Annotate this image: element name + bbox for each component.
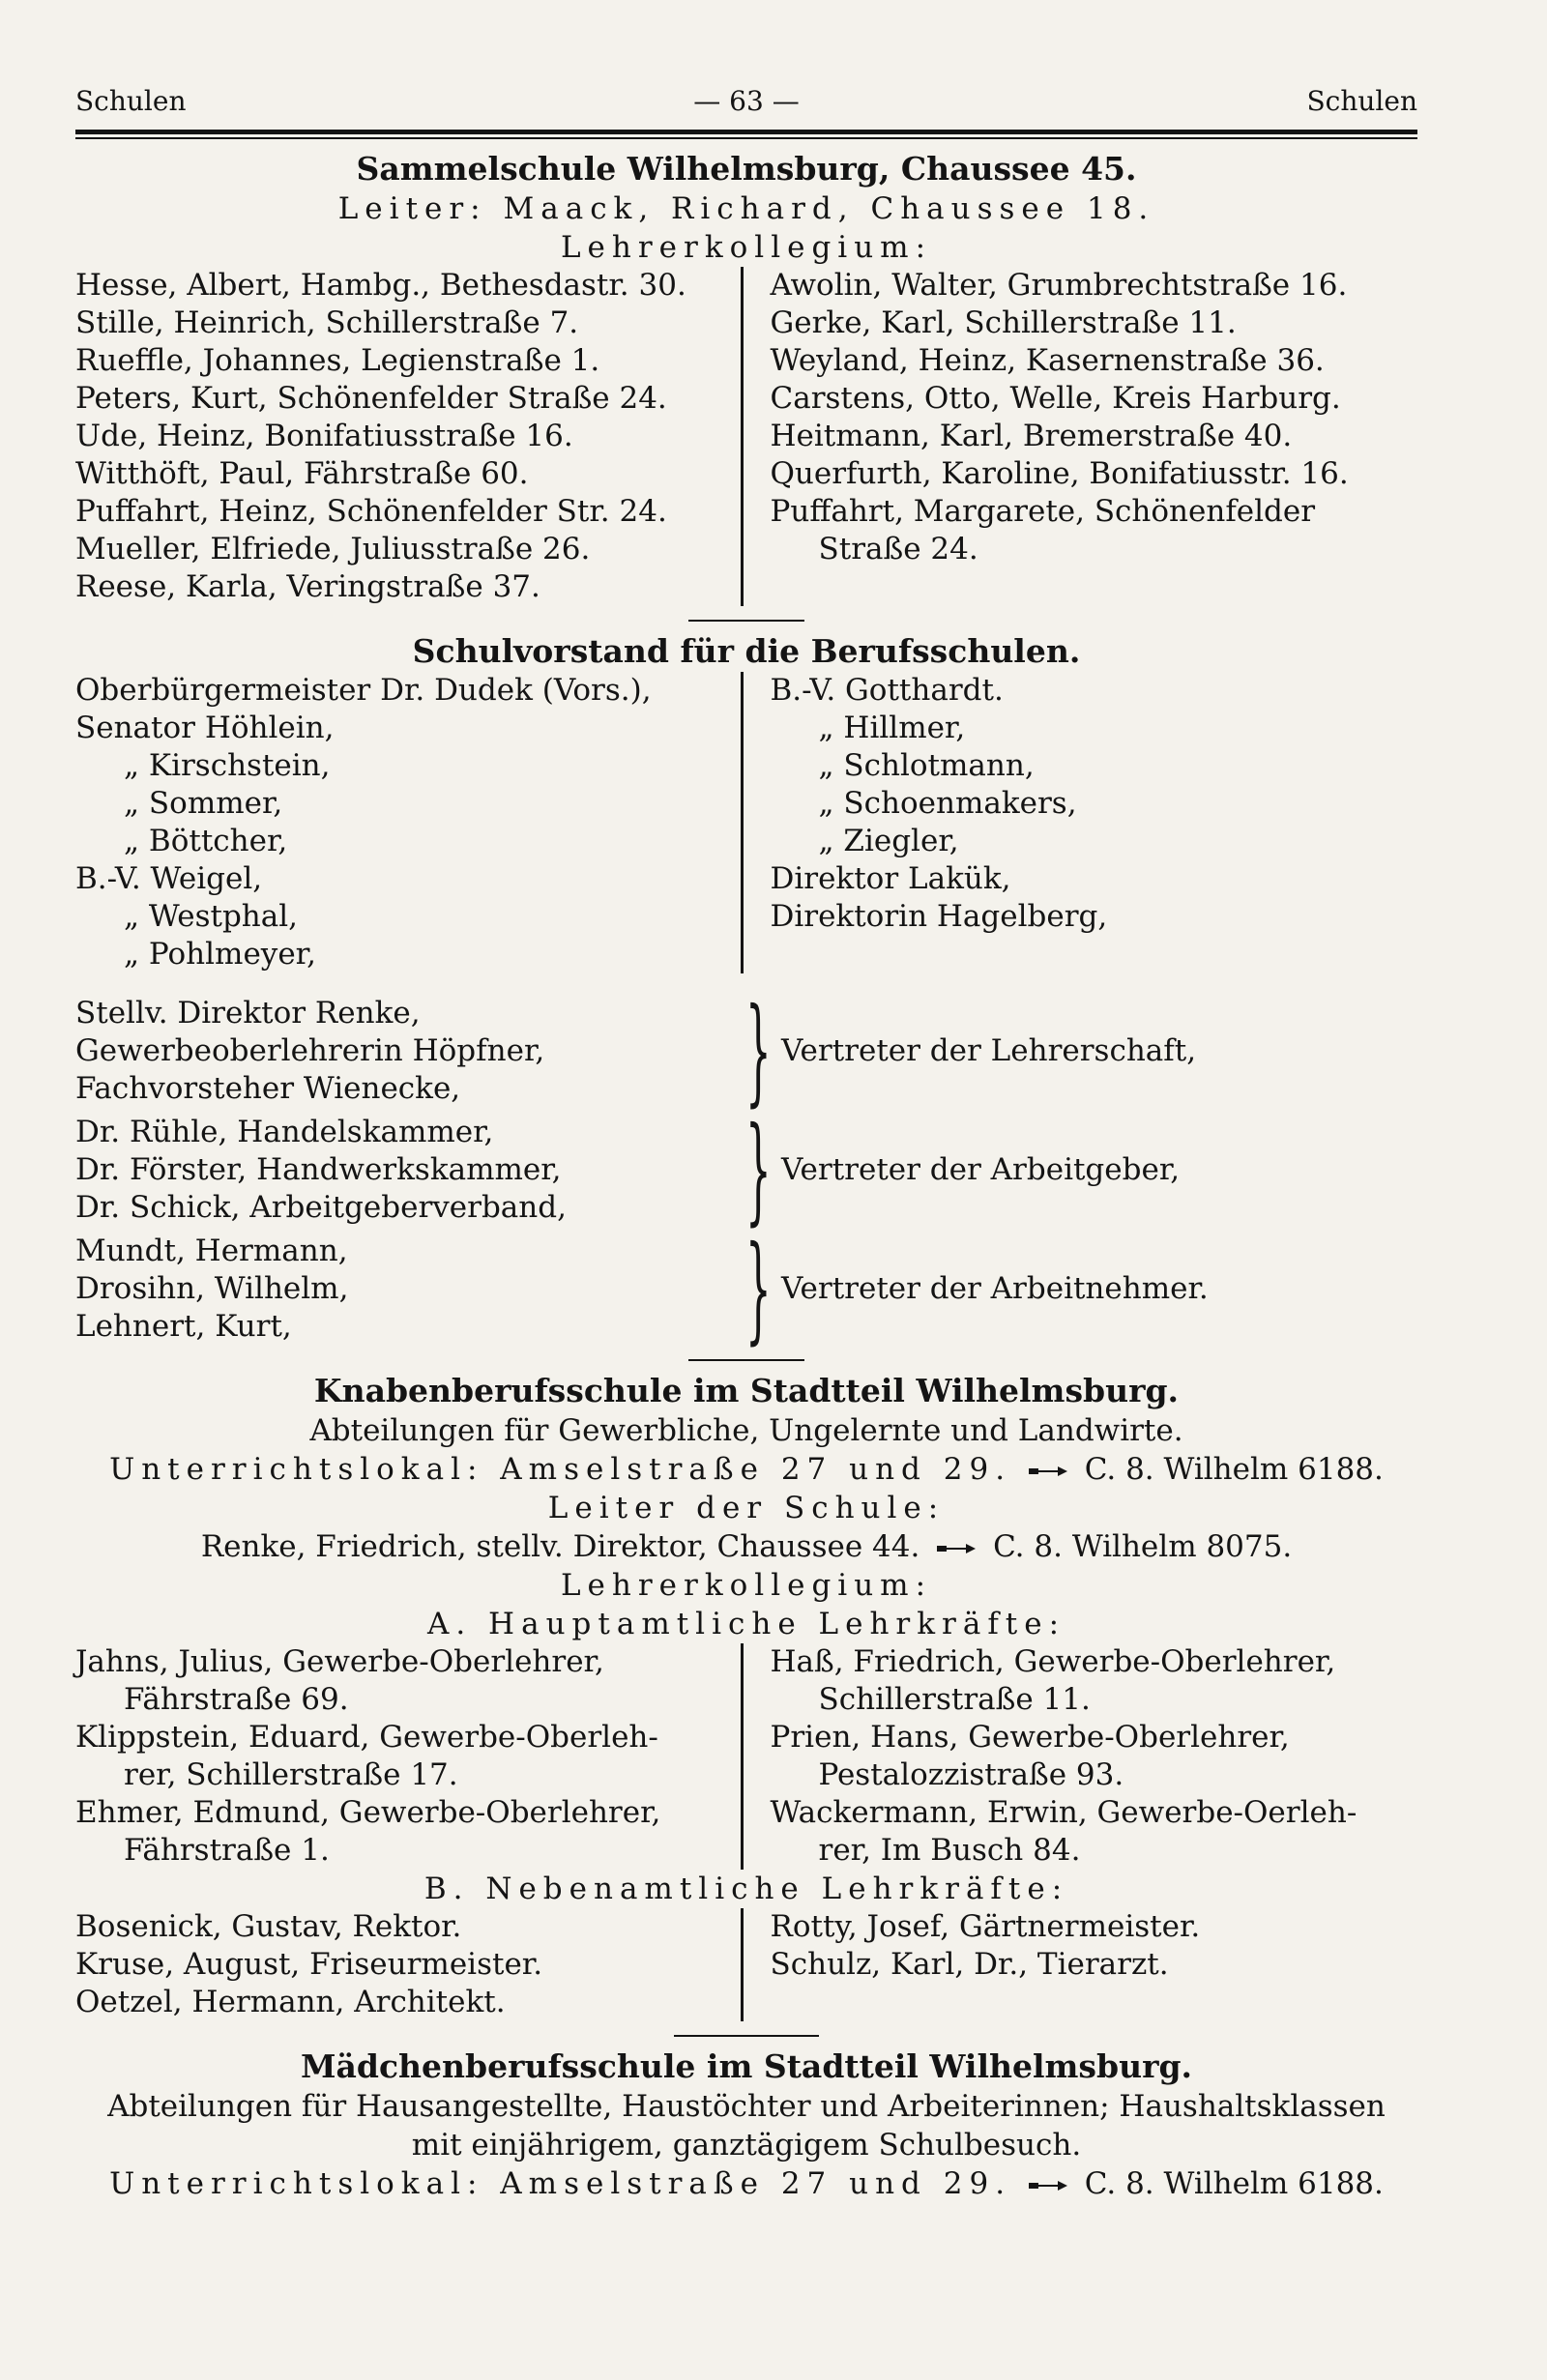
teacher-entry: Haß, Friedrich, Gewerbe-Oberlehrer, [770, 1644, 1336, 1679]
hauptamtliche-left-column [75, 1643, 744, 1870]
telephone-icon [935, 1541, 978, 1556]
teacher-entry: Witthöft, Paul, Fährstraße 60. [75, 456, 529, 491]
teacher-entry: Querfurth, Karoline, Bonifatiusstr. 16. [770, 456, 1349, 491]
teacher-entry: Carstens, Otto, Welle, Kreis Harburg. [770, 381, 1341, 416]
teacher-entry: Reese, Karla, Veringstraße 37. [75, 569, 540, 604]
knaben-kollegium-label: Lehrerkollegium: [560, 1568, 933, 1603]
group-role: Vertreter der Arbeitgeber, [781, 1152, 1181, 1187]
knaben-departments: Abteilungen für Gewerbliche, Ungelernte und Landwirte. [309, 1413, 1183, 1448]
member-entry: „ Westphal, [124, 899, 299, 934]
sammelschule-left-column [75, 267, 744, 606]
member-entry: „ Schoenmakers, [818, 786, 1077, 821]
location-text: Unterrichtslokal: Amselstraße 27 und 29. [109, 2166, 1012, 2201]
knaben-leiter-label: Leiter der Schule: [547, 1491, 946, 1525]
teacher-entry: Rotty, Josef, Gärtnermeister. [770, 1909, 1201, 1944]
nebenamtliche-right-column [744, 1908, 1418, 2021]
page [75, 85, 1417, 2203]
member-entry: Mundt, Hermann, [75, 1234, 348, 1268]
group-arbeitnehmer [75, 1221, 1417, 1356]
teacher-entry: Schulz, Karl, Dr., Tierarzt. [770, 1947, 1169, 1982]
teacher-entry: Weyland, Heinz, Kasernenstraße 36. [770, 343, 1325, 378]
running-header [75, 85, 1417, 130]
member-entry: Gewerbeoberlehrerin Höpfner, [75, 1033, 545, 1068]
member-entry: Dr. Förster, Handwerkskammer, [75, 1152, 562, 1187]
sammelschule-teachers [75, 267, 1417, 606]
teacher-entry: Gerke, Karl, Schillerstraße 11. [770, 305, 1237, 340]
member-entry: Dr. Rühle, Handelskammer, [75, 1115, 494, 1149]
teacher-entry: Prien, Hans, Gewerbe-Oberlehrer, [770, 1720, 1290, 1755]
teacher-address: Schillerstraße 11. [818, 1682, 1091, 1717]
teacher-entry: Puffahrt, Heinz, Schönenfelder Str. 24. [75, 494, 667, 529]
phone-number: C. 8. Wilhelm 8075. [993, 1529, 1293, 1564]
teacher-entry: Mueller, Elfriede, Juliusstraße 26. [75, 532, 591, 566]
member-entry: B.-V. Gotthardt. [770, 673, 1004, 708]
member-entry: Lehnert, Kurt, [75, 1309, 292, 1344]
teacher-entry: Hesse, Albert, Hambg., Bethesdastr. 30. [75, 268, 686, 303]
maedchenberufsschule-title: Mädchenberufsschule im Stadtteil Wilhelmsburg. [300, 2047, 1193, 2085]
member-entry: Drosihn, Wilhelm, [75, 1271, 349, 1306]
teacher-entry: Awolin, Walter, Grumbrechtstraße 16. [770, 268, 1348, 303]
member-entry: Direktorin Hagelberg, [770, 899, 1108, 934]
schulvorstand-title: Schulvorstand für die Berufsschulen. [412, 632, 1081, 670]
sammelschule-title: Sammelschule Wilhelmsburg, Chaussee 45. [356, 150, 1137, 188]
schulvorstand-left-column [75, 672, 744, 973]
member-entry: „ Böttcher, [124, 824, 288, 858]
teacher-entry: Ehmer, Edmund, Gewerbe-Oberlehrer, [75, 1795, 661, 1830]
brace-icon: } [745, 1102, 772, 1237]
nebenamtliche-label: B. Nebenamtliche Lehrkräfte: [423, 1872, 1069, 1906]
page-number: — 63 — [693, 85, 800, 117]
teacher-entry: Kruse, August, Friseurmeister. [75, 1947, 543, 1982]
brace-icon: } [745, 1221, 772, 1356]
hauptamtliche-label: A. Hauptamtliche Lehrkräfte: [426, 1607, 1066, 1641]
group-names [75, 1114, 733, 1227]
teacher-entry: Bosenick, Gustav, Rektor. [75, 1909, 462, 1944]
member-entry: „ Sommer, [124, 786, 283, 821]
sammelschule-right-column [744, 267, 1418, 606]
telephone-icon [1027, 2178, 1069, 2193]
section-divider [688, 620, 804, 622]
member-entry: Senator Höhlein, [75, 711, 335, 745]
teacher-entry: Ude, Heinz, Bonifatiusstraße 16. [75, 419, 573, 453]
teacher-address: rer, Im Busch 84. [818, 1833, 1081, 1868]
sammelschule-kollegium-label: Lehrerkollegium: [560, 230, 933, 265]
hauptamtliche-right-column [744, 1643, 1418, 1870]
leiter-text: Renke, Friedrich, stellv. Direktor, Chaussee 44. [200, 1529, 920, 1564]
maedchen-location [75, 2164, 1417, 2203]
teacher-entry: Klippstein, Eduard, Gewerbe-Oberleh- [75, 1720, 658, 1755]
schulvorstand-right-column [744, 672, 1418, 973]
group-lehrerschaft [75, 983, 1417, 1118]
knaben-leiter [75, 1527, 1417, 1566]
member-entry: Stellv. Direktor Renke, [75, 996, 421, 1030]
group-names [75, 995, 733, 1108]
header-right: Schulen [1306, 85, 1417, 117]
member-entry: „ Ziegler, [818, 824, 959, 858]
representative-groups [75, 983, 1417, 1356]
header-rule-thin [75, 137, 1417, 139]
group-role: Vertreter der Arbeitnehmer. [781, 1271, 1209, 1306]
nebenamtliche-teachers [75, 1908, 1417, 2021]
sammelschule-leiter: Leiter: Maack, Richard, Chaussee 18. [337, 191, 1155, 226]
maedchen-departments-cont: mit einjährigem, ganztägigem Schulbesuch. [411, 2128, 1082, 2162]
group-arbeitgeber [75, 1102, 1417, 1237]
teacher-entry: Stille, Heinrich, Schillerstraße 7. [75, 305, 579, 340]
header-left: Schulen [75, 85, 187, 117]
knaben-location [75, 1450, 1417, 1489]
member-entry: „ Kirschstein, [124, 748, 331, 783]
phone-number: C. 8. Wilhelm 6188. [1084, 1452, 1384, 1487]
hauptamtliche-teachers [75, 1643, 1417, 1870]
teacher-address: Fährstraße 69. [124, 1682, 349, 1717]
teacher-entry: Oetzel, Hermann, Architekt. [75, 1985, 506, 2019]
teacher-entry: Jahns, Julius, Gewerbe-Oberlehrer, [75, 1644, 604, 1679]
telephone-icon [1027, 1464, 1069, 1479]
brace-icon: } [745, 983, 772, 1118]
member-entry: Fachvorsteher Wienecke, [75, 1071, 461, 1106]
member-entry: Direktor Lakük, [770, 861, 1011, 896]
group-names [75, 1233, 733, 1346]
teacher-entry: Puffahrt, Margarete, Schönenfelder [770, 494, 1316, 529]
phone-number: C. 8. Wilhelm 6188. [1084, 2166, 1384, 2201]
teacher-entry: Heitmann, Karl, Bremerstraße 40. [770, 419, 1293, 453]
group-role: Vertreter der Lehrerschaft, [781, 1033, 1197, 1068]
schulvorstand-members [75, 672, 1417, 973]
teacher-address: Fährstraße 1. [124, 1833, 330, 1868]
member-entry: Oberbürgermeister Dr. Dudek (Vors.), [75, 673, 652, 708]
location-text: Unterrichtslokal: Amselstraße 27 und 29. [109, 1452, 1012, 1487]
section-divider [688, 1359, 804, 1361]
teacher-entry: Straße 24. [818, 532, 978, 566]
teacher-entry: Rueffle, Johannes, Legienstraße 1. [75, 343, 600, 378]
teacher-address: Pestalozzistraße 93. [818, 1757, 1124, 1792]
teacher-entry: Peters, Kurt, Schönenfelder Straße 24. [75, 381, 667, 416]
section-divider [674, 2035, 819, 2037]
maedchen-departments: Abteilungen für Hausangestellte, Haustöchter und Arbeiterinnen; Haushaltsklassen [107, 2089, 1386, 2124]
member-entry: „ Hillmer, [818, 711, 966, 745]
header-rule [75, 130, 1417, 134]
teacher-address: rer, Schillerstraße 17. [124, 1757, 458, 1792]
nebenamtliche-left-column [75, 1908, 744, 2021]
teacher-entry: Wackermann, Erwin, Gewerbe-Oerleh- [770, 1795, 1357, 1830]
member-entry: Dr. Schick, Arbeitgeberverband, [75, 1190, 567, 1225]
member-entry: „ Pohlmeyer, [124, 937, 316, 972]
member-entry: B.-V. Weigel, [75, 861, 263, 896]
member-entry: „ Schlotmann, [818, 748, 1035, 783]
knabenberufsschule-title: Knabenberufsschule im Stadtteil Wilhelmsburg. [313, 1372, 1180, 1409]
